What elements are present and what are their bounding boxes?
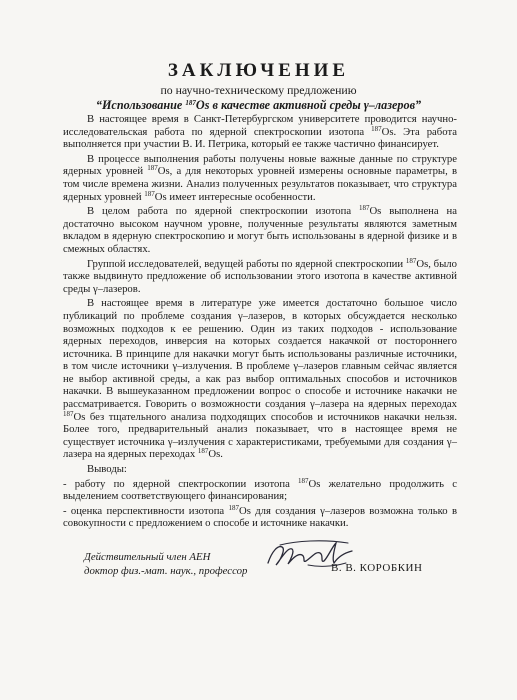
c2-text-a: - оценка перспективности изотопа: [63, 504, 229, 517]
conclusion-1: [63, 478, 457, 503]
p5-mass-2: 187: [197, 447, 209, 456]
c2-text-b: Os для создания γ–лазеров возможна только в совокупности с предложением о способе и источнике накачки.: [63, 504, 457, 530]
document-title: ЗАКЛЮЧЕНИЕ: [167, 60, 350, 81]
p5-text-a: В настоящее время в литературе уже имеется достаточно большое число публикаций по проблеме создания γ–лазеров, в которых обсуждается несколько возможных подходов к ее решению. Один из таких подходов - использование ядерных переходов, инверсия на которых создается накачкой от постороннего источника. В принципе для накачки могут быть использованы различные источники, в том числе источники γ–излучения. В проблеме γ–лазеров главным сейчас является не выбор активной среды, а как раз выбор оптимальных способов и источников накачки. В вышеуказанном предложении вопрос о способе и источнике накачки не рассматривается. Говорить о возможности создания γ–лазера на ядерных переходах: [63, 297, 457, 411]
paragraph-1: [63, 113, 457, 151]
proposal-title-prefix: “Использование: [95, 98, 186, 112]
p3-text-b: Os выполнена на достаточно высоком научном уровне, полученные результаты являются заметным вкладом в ядерную спектроскопию и могут быть использованы в ядерной физике и в смежных областях.: [63, 205, 458, 255]
paragraph-3: [63, 205, 457, 255]
p4-mass-1: 187: [405, 256, 417, 265]
p1-text-b: Os. Эта работа выполняется при участии В. И. Петрика, который ее также частично финансирует.: [63, 125, 457, 151]
proposal-title-suffix: Os в качестве активной среды γ–лазеров”: [195, 98, 422, 112]
c1-text-a: - работу по ядерной спектроскопии изотопа: [63, 477, 299, 490]
p3-text-a: В целом работа по ядерной спектроскопии изотопа: [87, 205, 359, 218]
conclusions-heading: Выводы:: [87, 463, 127, 476]
c2-mass-1: 187: [228, 503, 239, 512]
isotope-mass: 187: [185, 99, 196, 107]
paragraph-4: [63, 258, 457, 296]
paragraph-2: [63, 153, 457, 203]
p4-text-a: Группой исследователей, ведущей работы по ядерной спектроскопии: [87, 257, 406, 270]
p1-text-a: В настоящее время в Санкт-Петербургском университете проводится научно-исследовательская работа по ядерной спектроскопии изотопа: [63, 113, 457, 138]
p1-mass-1: 187: [371, 124, 382, 133]
p5-text-c: Os.: [208, 448, 223, 461]
p3-mass-1: 187: [358, 204, 370, 213]
p5-mass-1: 187: [63, 409, 74, 418]
signer-position: [84, 550, 247, 578]
c1-mass-1: 187: [298, 476, 309, 485]
p2-text-b: Os, а для некоторых уровней измерены основные параметры, в том числе времена жизни. Анализ полученных результатов показывает, что структура ядерных уровней: [63, 165, 457, 203]
p2-mass-2: 187: [144, 189, 155, 198]
signer-position-line-1: Действительный член АЕН: [84, 551, 211, 563]
paragraph-5: [63, 297, 457, 461]
conclusion-2: [63, 505, 457, 530]
document-body: [63, 113, 457, 532]
signer-name: В. В. КОРОБКИН: [331, 562, 423, 574]
proposal-title: [0, 98, 517, 113]
p5-text-b: Os без тщательного анализа подходящих способов и источников накачки нельзя. Более того, предварительный анализ показывает, что в настоящее время не существует источника γ–излучения с характеристиками, требуемыми для создания γ–лазера на ядерных переходах: [63, 410, 457, 461]
p2-mass-1: 187: [147, 164, 158, 173]
document-subtitle: по научно-техническому предложению: [160, 83, 357, 97]
c1-text-b: Os желательно продолжить с выделением соответствующего финансирования;: [63, 477, 457, 503]
signer-position-line-2: доктор физ.-мат. наук., профессор: [84, 565, 248, 577]
p4-text-b: Os, было также выдвинуто предложение об использовании этого изотопа в качестве активной среды γ–лазеров.: [63, 257, 457, 295]
p2-text-a: В процессе выполнения работы получены новые важные данные по структуре ядерных уровней: [63, 152, 457, 178]
p2-text-c: Os имеет интересные особенности.: [154, 190, 316, 203]
